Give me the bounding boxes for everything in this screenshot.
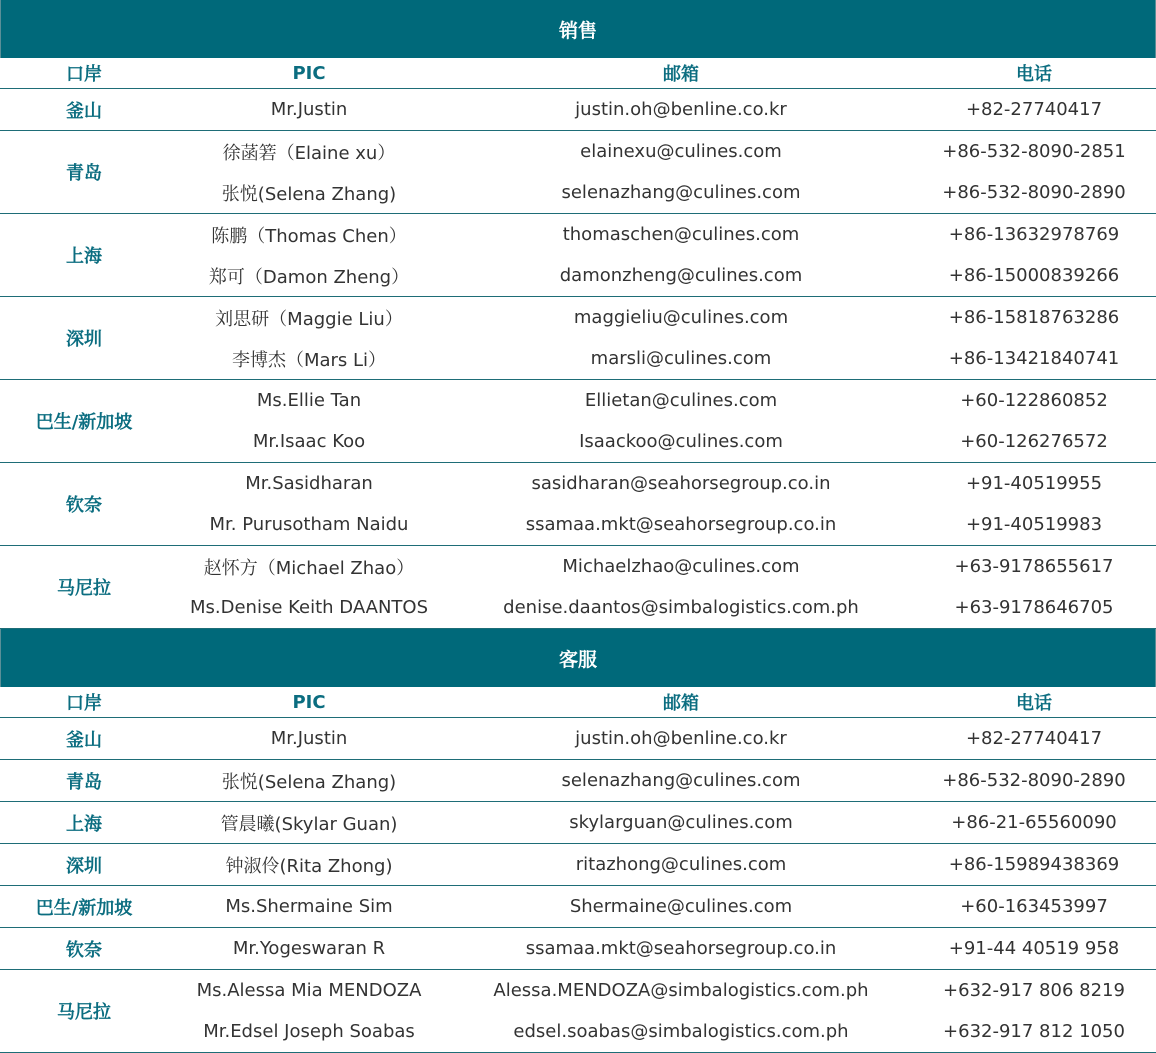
email-address[interactable]: justin.oh@benline.co.kr xyxy=(575,99,787,120)
contact-row xyxy=(168,1011,1156,1052)
header-row xyxy=(0,687,1156,718)
pic-name: 张悦(Selena Zhang) xyxy=(221,183,397,205)
email-address[interactable]: selenazhang@culines.com xyxy=(561,770,801,791)
port-name: 马尼拉 xyxy=(57,578,111,599)
pic-header: PIC xyxy=(292,691,326,713)
email-address[interactable]: maggieliu@culines.com xyxy=(573,307,789,328)
email-address[interactable]: edsel.soabas@simbalogistics.com.ph xyxy=(513,1021,849,1042)
pic-name: Mr.Isaac Koo xyxy=(252,431,366,452)
contact-row xyxy=(168,587,1156,628)
port-name: 青岛 xyxy=(66,163,102,184)
port-group xyxy=(0,297,1156,380)
port-group xyxy=(0,802,1156,844)
pic-name: Ms.Denise Keith DAANTOS xyxy=(189,597,429,618)
contact-rows xyxy=(168,89,1156,130)
phone-number: +86-15000839266 xyxy=(948,265,1120,286)
port-name: 上海 xyxy=(66,246,102,267)
email-address[interactable]: thomaschen@culines.com xyxy=(562,224,800,245)
phone-number: +82-27740417 xyxy=(965,728,1103,749)
contact-rows xyxy=(168,970,1156,1052)
contact-rows xyxy=(168,131,1156,213)
phone-number: +91-40519983 xyxy=(965,514,1103,535)
email-address[interactable]: ritazhong@culines.com xyxy=(575,854,787,875)
phone-header: 电话 xyxy=(1016,693,1052,714)
email-address[interactable]: skylarguan@culines.com xyxy=(569,812,793,833)
pic-name: Mr. Purusotham Naidu xyxy=(209,514,409,535)
contact-row xyxy=(168,297,1156,338)
contact-row xyxy=(168,89,1156,130)
phone-number: +63-9178646705 xyxy=(954,597,1114,618)
pic-name: 钟淑伶(Rita Zhong) xyxy=(225,855,393,877)
contact-row xyxy=(168,802,1156,843)
port-group xyxy=(0,546,1156,629)
email-address[interactable]: Alessa.MENDOZA@simbalogistics.com.ph xyxy=(493,980,869,1001)
port-header: 口岸 xyxy=(66,693,102,714)
pic-name: 李博杰（Mars Li） xyxy=(231,349,387,371)
email-address[interactable]: denise.daantos@simbalogistics.com.ph xyxy=(503,597,859,618)
section-title: 客服 xyxy=(0,629,1156,687)
contact-rows xyxy=(168,546,1156,628)
email-header: 邮箱 xyxy=(663,693,699,714)
contact-rows xyxy=(168,463,1156,545)
port-group xyxy=(0,718,1156,760)
contact-rows xyxy=(168,802,1156,843)
port-name: 巴生/新加坡 xyxy=(35,897,133,919)
phone-number: +86-15989438369 xyxy=(948,854,1120,875)
pic-name: Mr.Justin xyxy=(270,728,348,749)
port-group xyxy=(0,380,1156,463)
email-address[interactable]: selenazhang@culines.com xyxy=(561,182,801,203)
pic-name: 管晨曦(Skylar Guan) xyxy=(220,813,398,835)
pic-name: 徐菡箬（Elaine xu） xyxy=(222,142,396,164)
phone-number: +86-532-8090-2890 xyxy=(942,182,1126,203)
pic-name: 刘思研（Maggie Liu） xyxy=(215,308,403,330)
port-name: 钦奈 xyxy=(66,495,102,516)
contact-rows xyxy=(168,297,1156,379)
phone-number: +86-532-8090-2890 xyxy=(942,770,1126,791)
contact-row xyxy=(168,504,1156,545)
port-group xyxy=(0,463,1156,546)
email-address[interactable]: ssamaa.mkt@seahorsegroup.co.in xyxy=(525,514,837,535)
email-address[interactable]: sasidharan@seahorsegroup.co.in xyxy=(531,473,831,494)
contact-row xyxy=(168,886,1156,927)
contact-row xyxy=(168,970,1156,1011)
port-group xyxy=(0,886,1156,928)
port-group xyxy=(0,214,1156,297)
contact-rows xyxy=(168,760,1156,801)
contact-row xyxy=(168,928,1156,969)
email-address[interactable]: damonzheng@culines.com xyxy=(559,265,803,286)
contact-rows xyxy=(168,380,1156,462)
contact-row xyxy=(168,338,1156,379)
phone-number: +60-126276572 xyxy=(960,431,1108,452)
contact-rows xyxy=(168,928,1156,969)
contact-row xyxy=(168,421,1156,462)
contact-row xyxy=(168,844,1156,885)
port-name: 巴生/新加坡 xyxy=(35,412,133,433)
email-address[interactable]: ssamaa.mkt@seahorsegroup.co.in xyxy=(525,938,837,959)
port-header: 口岸 xyxy=(66,64,102,85)
pic-name: Mr.Edsel Joseph Soabas xyxy=(203,1021,415,1042)
port-group xyxy=(0,131,1156,214)
header-row xyxy=(0,58,1156,89)
section-title: 销售 xyxy=(0,0,1156,58)
contact-row xyxy=(168,380,1156,421)
email-header: 邮箱 xyxy=(663,64,699,85)
pic-name: 陈鹏（Thomas Chen） xyxy=(211,225,407,247)
phone-number: +82-27740417 xyxy=(965,99,1103,120)
phone-number: +63-9178655617 xyxy=(954,556,1114,577)
port-name: 钦奈 xyxy=(66,939,102,961)
phone-number: +60-122860852 xyxy=(960,390,1108,411)
email-address[interactable]: Ellietan@culines.com xyxy=(584,390,778,411)
email-address[interactable]: elainexu@culines.com xyxy=(580,141,782,162)
port-group xyxy=(0,89,1156,131)
contact-rows xyxy=(168,214,1156,296)
port-name: 深圳 xyxy=(66,329,102,350)
phone-number: +632-917 806 8219 xyxy=(943,980,1125,1001)
table-section xyxy=(0,629,1156,1053)
pic-name: Ms.Ellie Tan xyxy=(256,390,362,411)
pic-name: Ms.Alessa Mia MENDOZA xyxy=(196,980,422,1001)
port-name: 釜山 xyxy=(66,100,102,122)
contact-row xyxy=(168,718,1156,759)
port-group xyxy=(0,760,1156,802)
phone-header: 电话 xyxy=(1016,64,1052,85)
email-address[interactable]: Isaackoo@culines.com xyxy=(579,431,783,452)
phone-number: +91-40519955 xyxy=(965,473,1103,494)
contact-row xyxy=(168,546,1156,587)
contact-row xyxy=(168,131,1156,172)
contact-rows xyxy=(168,718,1156,759)
phone-number: +632-917 812 1050 xyxy=(943,1021,1125,1042)
pic-name: 赵怀方（Michael Zhao） xyxy=(203,557,415,579)
port-name: 青岛 xyxy=(66,771,102,793)
pic-header: PIC xyxy=(292,62,326,84)
phone-number: +86-21-65560090 xyxy=(951,812,1117,833)
pic-name: Mr.Justin xyxy=(270,99,348,120)
pic-name: 郑可（Damon Zheng） xyxy=(208,266,410,288)
contact-row xyxy=(168,214,1156,255)
port-name: 深圳 xyxy=(66,855,102,877)
contact-row xyxy=(168,463,1156,504)
port-name: 釜山 xyxy=(66,729,102,751)
phone-number: +91-44 40519 958 xyxy=(948,938,1120,959)
pic-name: 张悦(Selena Zhang) xyxy=(221,771,397,793)
port-group xyxy=(0,928,1156,970)
port-group xyxy=(0,970,1156,1053)
pic-name: Mr.Sasidharan xyxy=(245,473,373,494)
email-address[interactable]: marsli@culines.com xyxy=(590,348,772,369)
contact-row xyxy=(168,172,1156,213)
phone-number: +60-163453997 xyxy=(960,896,1108,917)
email-address[interactable]: Shermaine@culines.com xyxy=(569,896,793,917)
phone-number: +86-13421840741 xyxy=(948,348,1120,369)
contact-row xyxy=(168,255,1156,296)
email-address[interactable]: justin.oh@benline.co.kr xyxy=(575,728,787,749)
pic-name: Mr.Yogeswaran R xyxy=(232,938,386,959)
port-name: 马尼拉 xyxy=(57,1002,111,1023)
email-address[interactable]: Michaelzhao@culines.com xyxy=(562,556,800,577)
port-name: 上海 xyxy=(66,813,102,835)
contact-rows xyxy=(168,886,1156,927)
contact-row xyxy=(168,760,1156,801)
phone-number: +86-13632978769 xyxy=(948,224,1120,245)
phone-number: +86-532-8090-2851 xyxy=(942,141,1126,162)
phone-number: +86-15818763286 xyxy=(948,307,1120,328)
pic-name: Ms.Shermaine Sim xyxy=(225,896,393,917)
contact-rows xyxy=(168,844,1156,885)
port-group xyxy=(0,844,1156,886)
